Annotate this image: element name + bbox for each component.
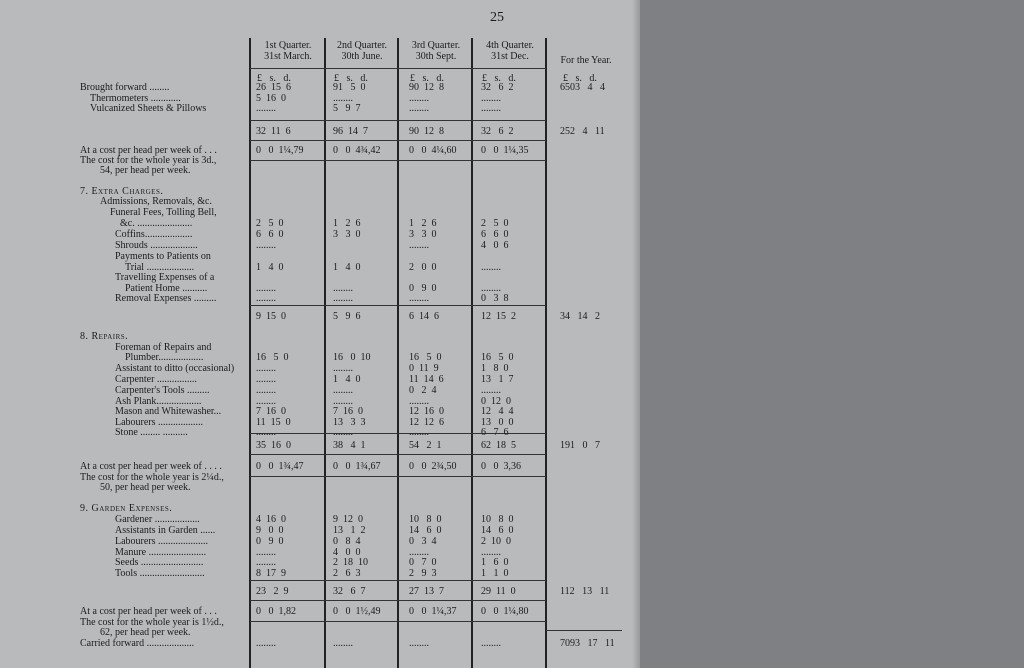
cell-labourers-col2: 13 3 3 bbox=[333, 417, 366, 428]
cell-patient-home-col4: ........ bbox=[481, 283, 501, 294]
section-repairs: 8. Repairs. bbox=[80, 331, 129, 342]
cell-cost-1-col1: 0 0 1¼,79 bbox=[256, 145, 304, 156]
cell-foreman-col1: 16 5 0 bbox=[256, 352, 289, 363]
label-whole-year-1b: 54, per head per week. bbox=[100, 165, 191, 176]
cell-tools-col3: 2 9 3 bbox=[409, 568, 437, 579]
column-rule bbox=[324, 38, 326, 668]
cell-cost-3-col4: 0 0 1¼,80 bbox=[481, 606, 529, 617]
cell-assistants-garden-col2: 13 1 2 bbox=[333, 525, 366, 536]
cell-labourers-g-col1: 0 9 0 bbox=[256, 536, 284, 547]
cell-carp-tools-col4: ........ bbox=[481, 385, 501, 396]
cell-foreman-col2: 16 0 10 bbox=[333, 352, 371, 363]
cell-manure-col2: 4 0 0 bbox=[333, 547, 361, 558]
label-funeral-b: &c. ...................... bbox=[120, 218, 193, 229]
cell-total-1-col4: 32 6 2 bbox=[481, 126, 514, 137]
cell-shrouds-col3: ........ bbox=[409, 240, 429, 251]
cell-carp-tools-col3: 0 2 4 bbox=[409, 385, 437, 396]
cell-cost-1-col4: 0 0 1¼,35 bbox=[481, 145, 529, 156]
cell-removal-col1: ........ bbox=[256, 293, 276, 304]
cell-foreman-col3: 16 5 0 bbox=[409, 352, 442, 363]
label-foreman-a: Foreman of Repairs and bbox=[115, 342, 212, 353]
cell-removal-col4: 0 3 8 bbox=[481, 293, 509, 304]
cell-total-1-col2: 96 14 7 bbox=[333, 126, 368, 137]
currency-header-q1: £ s. d. bbox=[257, 73, 291, 84]
label-manure: Manure ....................... bbox=[115, 547, 207, 558]
cell-stone-col3: ........ bbox=[409, 427, 429, 438]
cell-cost-1-col3: 0 0 4¼,60 bbox=[409, 145, 457, 156]
cell-funeral-col2: 1 2 6 bbox=[333, 218, 361, 229]
cell-vulcanized-col1: ........ bbox=[256, 103, 276, 114]
label-vulcanized: Vulcanized Sheets & Pillows bbox=[90, 103, 207, 114]
label-foreman-b: Plumber.................. bbox=[125, 352, 204, 363]
cell-mason-col2: 7 16 0 bbox=[333, 406, 363, 417]
cell-foreman-col4: 16 5 0 bbox=[481, 352, 514, 363]
cell-gardener-col2: 9 12 0 bbox=[333, 514, 363, 525]
cell-total-1-col1: 32 11 6 bbox=[256, 126, 291, 137]
label-payments-b: Trial ................... bbox=[125, 262, 195, 273]
label-whole-year-1a: The cost for the whole year is 3d., bbox=[80, 155, 217, 166]
cell-seeds-col2: 2 18 10 bbox=[333, 557, 368, 568]
label-payments-a: Payments to Patients on bbox=[115, 251, 211, 262]
cell-gardener-col4: 10 8 0 bbox=[481, 514, 514, 525]
cell-labourers-col3: 12 12 6 bbox=[409, 417, 444, 428]
cell-total-9-col3: 27 13 7 bbox=[409, 586, 444, 597]
label-whole-year-2a: The cost for the whole year is 2¼d., bbox=[80, 472, 224, 483]
cell-patient-home-col2: ........ bbox=[333, 283, 353, 294]
label-gardener: Gardener .................. bbox=[115, 514, 200, 525]
cell-cost-1-col2: 0 0 4¾,42 bbox=[333, 145, 381, 156]
cell-manure-col1: ........ bbox=[256, 547, 276, 558]
column-rule bbox=[249, 38, 251, 668]
cell-carried-forward-col1: ........ bbox=[256, 638, 276, 649]
cell-stone-col4: 6 7 6 bbox=[481, 427, 509, 438]
cell-shrouds-col4: 4 0 6 bbox=[481, 240, 509, 251]
label-cost-1: At a cost per head per week of . . . bbox=[80, 145, 217, 156]
cell-total-9-col4: 29 11 0 bbox=[481, 586, 516, 597]
cell-total-9-col5: 112 13 11 bbox=[560, 586, 610, 597]
label-ash-plank: Ash Plank.................. bbox=[115, 396, 202, 407]
label-brought-forward: Brought forward ........ bbox=[80, 82, 170, 93]
cell-seeds-col3: 0 7 0 bbox=[409, 557, 437, 568]
column-rule bbox=[545, 38, 547, 668]
cell-carp-tools-col1: ........ bbox=[256, 385, 276, 396]
cell-vulcanized-col4: ........ bbox=[481, 103, 501, 114]
cell-seeds-col4: 1 6 0 bbox=[481, 557, 509, 568]
cell-seeds-col1: ........ bbox=[256, 557, 276, 568]
cell-assistant-col2: ........ bbox=[333, 363, 353, 374]
cell-total-7-col2: 5 9 6 bbox=[333, 311, 361, 322]
cell-ash-plank-col3: ........ bbox=[409, 396, 429, 407]
cell-cost-2-col3: 0 0 2¾,50 bbox=[409, 461, 457, 472]
label-removal: Removal Expenses ......... bbox=[115, 293, 217, 304]
cell-brought-forward-col4: 32 6 2 bbox=[481, 82, 514, 93]
cell-carried-forward-col2: ........ bbox=[333, 638, 353, 649]
cell-thermometers-col3: ........ bbox=[409, 93, 429, 104]
label-mason: Mason and Whitewasher... bbox=[115, 406, 222, 417]
column-rule bbox=[471, 38, 473, 668]
cell-labourers-col1: 11 15 0 bbox=[256, 417, 291, 428]
cell-cost-3-col2: 0 0 1½,49 bbox=[333, 606, 381, 617]
cell-carpenter-col3: 11 14 6 bbox=[409, 374, 444, 385]
col-header-q1: 1st Quarter. 31st March. bbox=[264, 40, 312, 62]
cell-carpenter-col4: 13 1 7 bbox=[481, 374, 514, 385]
cell-vulcanized-col3: ........ bbox=[409, 103, 429, 114]
label-whole-year-2b: 50, per head per week. bbox=[100, 482, 191, 493]
cell-tools-col1: 8 17 9 bbox=[256, 568, 286, 579]
background-area bbox=[640, 0, 1024, 668]
cell-cost-2-col1: 0 0 1¾,47 bbox=[256, 461, 304, 472]
cell-total-7-col4: 12 15 2 bbox=[481, 311, 516, 322]
cell-total-1-col3: 90 12 8 bbox=[409, 126, 444, 137]
rule bbox=[546, 630, 622, 631]
cell-total-8-col5: 191 0 7 bbox=[560, 440, 600, 451]
cell-cost-3-col3: 0 0 1¼,37 bbox=[409, 606, 457, 617]
cell-stone-col1: ........ bbox=[256, 427, 276, 438]
cell-thermometers-col2: ........ bbox=[333, 93, 353, 104]
label-whole-year-3a: The cost for the whole year is 1½d., bbox=[80, 617, 224, 628]
label-cost-2: At a cost per head per week of . . . . bbox=[80, 461, 222, 472]
cell-total-9-col1: 23 2 9 bbox=[256, 586, 289, 597]
cell-coffins-col2: 3 3 0 bbox=[333, 229, 361, 240]
cell-gardener-col3: 10 8 0 bbox=[409, 514, 442, 525]
cell-thermometers-col1: 5 16 0 bbox=[256, 93, 286, 104]
cell-mason-col3: 12 16 0 bbox=[409, 406, 444, 417]
cell-total-8-col2: 38 4 1 bbox=[333, 440, 366, 451]
rule bbox=[250, 120, 546, 121]
cell-brought-forward-col3: 90 12 8 bbox=[409, 82, 444, 93]
cell-carried-forward-col3: ........ bbox=[409, 638, 429, 649]
cell-carried-forward-col5: 7093 17 11 bbox=[560, 638, 615, 649]
column-rule bbox=[397, 38, 399, 668]
label-assistant: Assistant to ditto (occasional) bbox=[115, 363, 235, 374]
cell-total-7-col1: 9 15 0 bbox=[256, 311, 286, 322]
cell-total-7-col3: 6 14 6 bbox=[409, 311, 439, 322]
col-header-q2: 2nd Quarter. 30th June. bbox=[337, 40, 387, 62]
label-carried-forward: Carried forward ................... bbox=[80, 638, 195, 649]
page-number: 25 bbox=[490, 10, 504, 25]
currency-header-year: £ s. d. bbox=[563, 73, 597, 84]
cell-brought-forward-col5: 6503 4 4 bbox=[560, 82, 605, 93]
cell-funeral-col1: 2 5 0 bbox=[256, 218, 284, 229]
section-extra-charges: 7. Extra Charges. bbox=[80, 186, 164, 197]
cell-ash-plank-col4: 0 12 0 bbox=[481, 396, 511, 407]
cell-brought-forward-col2: 91 5 0 bbox=[333, 82, 366, 93]
cell-coffins-col4: 6 6 0 bbox=[481, 229, 509, 240]
cell-trial-col3: 2 0 0 bbox=[409, 262, 437, 273]
cell-thermometers-col4: ........ bbox=[481, 93, 501, 104]
cell-ash-plank-col1: ........ bbox=[256, 396, 276, 407]
label-coffins: Coffins................... bbox=[115, 229, 193, 240]
label-admissions: Admissions, Removals, &c. bbox=[100, 196, 212, 207]
cell-cost-3-col1: 0 0 1,82 bbox=[256, 606, 296, 617]
label-whole-year-3b: 62, per head per week. bbox=[100, 627, 191, 638]
rule bbox=[250, 454, 546, 455]
rule bbox=[250, 580, 546, 581]
cell-total-8-col4: 62 18 5 bbox=[481, 440, 516, 451]
cell-manure-col3: ........ bbox=[409, 547, 429, 558]
cell-patient-home-col1: ........ bbox=[256, 283, 276, 294]
rule bbox=[250, 160, 546, 161]
cell-manure-col4: ........ bbox=[481, 547, 501, 558]
label-travelling-b: Patient Home .......... bbox=[125, 283, 208, 294]
cell-gardener-col1: 4 16 0 bbox=[256, 514, 286, 525]
label-labourers-garden: Labourers .................... bbox=[115, 536, 209, 547]
cell-tools-col4: 1 1 0 bbox=[481, 568, 509, 579]
cell-assistants-garden-col3: 14 6 0 bbox=[409, 525, 442, 536]
cell-assistant-col4: 1 8 0 bbox=[481, 363, 509, 374]
cell-assistants-garden-col4: 14 6 0 bbox=[481, 525, 514, 536]
cell-vulcanized-col2: 5 9 7 bbox=[333, 103, 361, 114]
cell-labourers-g-col3: 0 3 4 bbox=[409, 536, 437, 547]
currency-header-q3: £ s. d. bbox=[410, 73, 444, 84]
cell-assistant-col3: 0 11 9 bbox=[409, 363, 439, 374]
currency-header-q4: £ s. d. bbox=[482, 73, 516, 84]
rule bbox=[250, 140, 546, 141]
cell-shrouds-col1: ........ bbox=[256, 240, 276, 251]
cell-removal-col2: ........ bbox=[333, 293, 353, 304]
label-travelling-a: Travelling Expenses of a bbox=[115, 272, 215, 283]
label-carpenter: Carpenter ................ bbox=[115, 374, 197, 385]
cell-coffins-col1: 6 6 0 bbox=[256, 229, 284, 240]
cell-carp-tools-col2: ........ bbox=[333, 385, 353, 396]
label-funeral-a: Funeral Fees, Tolling Bell, bbox=[110, 207, 217, 218]
cell-funeral-col3: 1 2 6 bbox=[409, 218, 437, 229]
rule bbox=[250, 621, 546, 622]
cell-total-1-col5: 252 4 11 bbox=[560, 126, 605, 137]
cell-mason-col1: 7 16 0 bbox=[256, 406, 286, 417]
col-header-year: For the Year. bbox=[560, 55, 612, 66]
label-assistants-garden: Assistants in Garden ...... bbox=[115, 525, 216, 536]
col-header-q4: 4th Quarter. 31st Dec. bbox=[486, 40, 534, 62]
label-cost-3: At a cost per head per week of . . . bbox=[80, 606, 217, 617]
cell-stone-col2: ........ bbox=[333, 427, 353, 438]
label-stone: Stone ........ .......... bbox=[115, 427, 188, 438]
label-labourers: Labourers .................. bbox=[115, 417, 204, 428]
cell-total-9-col2: 32 6 7 bbox=[333, 586, 366, 597]
col-header-q3: 3rd Quarter. 30th Sept. bbox=[411, 40, 461, 62]
section-garden: 9. Garden Expenses. bbox=[80, 503, 173, 514]
cell-brought-forward-col1: 26 15 6 bbox=[256, 82, 291, 93]
cell-trial-col4: ........ bbox=[481, 262, 501, 273]
cell-trial-col1: 1 4 0 bbox=[256, 262, 284, 273]
cell-mason-col4: 12 4 4 bbox=[481, 406, 514, 417]
cell-total-8-col3: 54 2 1 bbox=[409, 440, 442, 451]
cell-labourers-g-col4: 2 10 0 bbox=[481, 536, 511, 547]
header-rule bbox=[250, 68, 546, 69]
cell-coffins-col3: 3 3 0 bbox=[409, 229, 437, 240]
cell-carpenter-col1: ........ bbox=[256, 374, 276, 385]
cell-patient-home-col3: 0 9 0 bbox=[409, 283, 437, 294]
rule bbox=[250, 305, 546, 306]
cell-labourers-col4: 13 0 0 bbox=[481, 417, 514, 428]
cell-assistants-garden-col1: 9 0 0 bbox=[256, 525, 284, 536]
rule bbox=[250, 600, 546, 601]
rule bbox=[250, 476, 546, 477]
cell-removal-col3: ........ bbox=[409, 293, 429, 304]
cell-cost-2-col2: 0 0 1¾,67 bbox=[333, 461, 381, 472]
cell-labourers-g-col2: 0 8 4 bbox=[333, 536, 361, 547]
cell-funeral-col4: 2 5 0 bbox=[481, 218, 509, 229]
label-tools: Tools .......................... bbox=[115, 568, 205, 579]
cell-tools-col2: 2 6 3 bbox=[333, 568, 361, 579]
cell-cost-2-col4: 0 0 3,36 bbox=[481, 461, 521, 472]
cell-carpenter-col2: 1 4 0 bbox=[333, 374, 361, 385]
cell-total-8-col1: 35 16 0 bbox=[256, 440, 291, 451]
cell-trial-col2: 1 4 0 bbox=[333, 262, 361, 273]
label-seeds: Seeds ......................... bbox=[115, 557, 204, 568]
label-shrouds: Shrouds ................... bbox=[115, 240, 198, 251]
cell-carried-forward-col4: ........ bbox=[481, 638, 501, 649]
label-carpenters-tools: Carpenter's Tools ......... bbox=[115, 385, 210, 396]
currency-header-q2: £ s. d. bbox=[334, 73, 368, 84]
cell-ash-plank-col2: ........ bbox=[333, 396, 353, 407]
cell-assistant-col1: ........ bbox=[256, 363, 276, 374]
cell-total-7-col5: 34 14 2 bbox=[560, 311, 600, 322]
label-thermometers: Thermometers ............ bbox=[90, 93, 181, 104]
